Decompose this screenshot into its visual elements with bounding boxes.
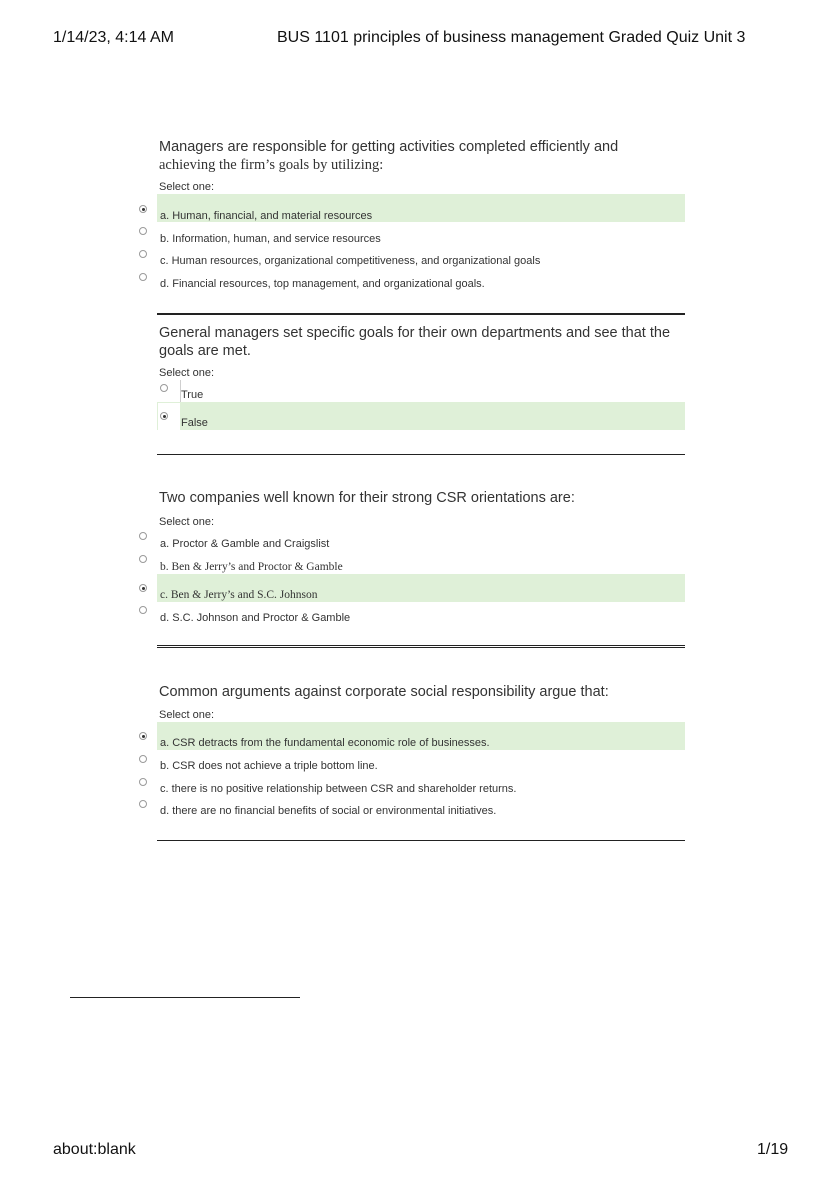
question-3-option-d[interactable]: [157, 603, 685, 631]
option-label: b. Ben & Jerry’s and Proctor & Gamble: [160, 561, 343, 573]
question-1-text-line1: Managers are responsible for getting activities completed efficiently and: [159, 139, 619, 155]
print-date: 1/14/23, 4:14 AM: [53, 29, 174, 46]
question-4-radio-b[interactable]: [139, 755, 147, 763]
option-label: True: [181, 389, 204, 401]
question-3-select-label: Select one:: [159, 516, 215, 528]
question-4-option-d[interactable]: [157, 796, 685, 824]
question-2-text-line2: goals are met.: [159, 343, 251, 359]
question-4-option-a[interactable]: [157, 722, 685, 750]
question-1-radio-b[interactable]: [139, 227, 147, 235]
page-number: 1/19: [757, 1141, 789, 1158]
question-divider: [157, 454, 685, 455]
option-label: b. Information, human, and service resources: [160, 233, 381, 245]
question-4-select-label: Select one:: [159, 709, 215, 721]
page-url: about:blank: [53, 1141, 136, 1158]
document-title: BUS 1101 principles of business management Graded Quiz Unit 3: [277, 29, 746, 46]
question-4-text-line1: Common arguments against corporate social responsibility argue that:: [159, 684, 609, 700]
question-3-text-line1: Two companies well known for their strong CSR orientations are:: [159, 490, 575, 506]
question-2-text-line1: General managers set specific goals for their own departments and see that the: [159, 325, 671, 341]
question-4-radio-d[interactable]: [139, 800, 147, 808]
option-label: d. S.C. Johnson and Proctor & Gamble: [160, 612, 351, 624]
question-4-radio-c[interactable]: [139, 778, 147, 786]
option-label: a. CSR detracts from the fundamental economic role of businesses.: [160, 737, 490, 749]
option-label: False: [181, 417, 208, 429]
question-2-option-false[interactable]: [157, 402, 685, 430]
question-1-radio-c[interactable]: [139, 250, 147, 258]
question-1-option-d[interactable]: [157, 268, 685, 296]
option-label: b. CSR does not achieve a triple bottom line.: [160, 760, 378, 772]
question-1-radio-a[interactable]: [139, 205, 147, 213]
option-label: d. Financial resources, top management, and organizational goals.: [160, 278, 485, 290]
question-4-radio-a[interactable]: [139, 732, 147, 740]
question-3-option-c[interactable]: [157, 574, 685, 602]
option-label: c. there is no positive relationship between CSR and shareholder returns.: [160, 783, 517, 795]
question-divider: [157, 840, 685, 841]
question-3-text: [159, 489, 679, 507]
question-1-text-line2: achieving the firm’s goals by utilizing:: [159, 157, 384, 173]
option-label: c. Human resources, organizational competitiveness, and organizational goals: [160, 255, 541, 267]
question-1-text: [159, 138, 679, 174]
question-3-radio-b[interactable]: [139, 555, 147, 563]
question-3-radio-d[interactable]: [139, 606, 147, 614]
option-separator: [180, 380, 181, 402]
question-divider: [157, 313, 685, 315]
question-3-radio-c[interactable]: [139, 584, 147, 592]
question-3-radio-a[interactable]: [139, 532, 147, 540]
option-label: a. Human, financial, and material resources: [160, 210, 373, 222]
option-label: a. Proctor & Gamble and Craigslist: [160, 538, 330, 550]
option-label: c. Ben & Jerry’s and S.C. Johnson: [160, 589, 318, 601]
question-4-text: [159, 683, 679, 701]
option-label: d. there are no financial benefits of social or environmental initiatives.: [160, 805, 497, 817]
question-2-radio-false[interactable]: [160, 412, 168, 420]
page-rule: [70, 997, 300, 998]
question-1-option-a[interactable]: [157, 194, 685, 222]
question-1-radio-d[interactable]: [139, 273, 147, 281]
question-2-select-label: Select one:: [159, 367, 215, 379]
question-divider: [157, 645, 685, 648]
question-2-text: [159, 324, 679, 360]
question-1-select-label: Select one:: [159, 181, 215, 193]
question-2-radio-true[interactable]: [160, 384, 168, 392]
